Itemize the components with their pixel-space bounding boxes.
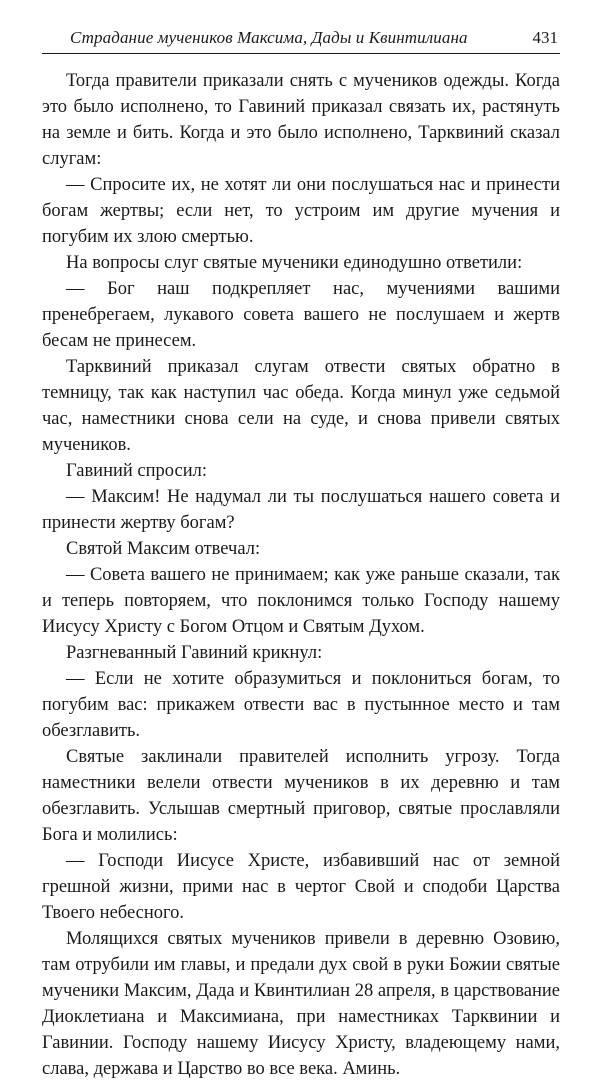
paragraph: — Максим! Не надумал ли ты послушаться нашего совета и принести жертву богам?: [42, 487, 560, 533]
paragraph: — Господи Иисусе Христе, избавивший нас от земной грешной жизни, прими нас в чертог Свой и сподоби Царства Твоего небесного.: [42, 851, 560, 923]
paragraph: На вопросы слуг святые мученики единодушно ответили:: [66, 253, 523, 273]
paragraph: — Если не хотите образумиться и поклониться богам, то погубим вас: прикажем отвести вас в пустынное место и там обезглавить.: [42, 669, 560, 741]
paragraph: Молящихся святых мучеников привели в деревню Озовию, там отрубили им главы, и предали дух свой в руки Божии святые мученики Максим, Дада и Квинтилиан 28 апреля, в царствование Диоклетиана и Максимиана, при наместниках Тарквинии и Гавинии. Господу нашему Иисусу Христу, владеющему нами, слава, держава и Царство во все века. Аминь.: [42, 929, 560, 1079]
paragraph: Тарквиний приказал слугам отвести святых обратно в темницу, так как наступил час обеда. Когда минул уже седьмой час, наместники снова сели на суде, и снова привели святых мучеников.: [42, 357, 560, 455]
paragraph: Разгневанный Гавиний крикнул:: [66, 643, 323, 663]
paragraph: Святой Максим отвечал:: [66, 539, 261, 559]
paragraph: Святые заклинали правителей исполнить угрозу. Тогда наместники велели отвести мучеников в их деревню и там обезглавить. Услышав смертный приговор, святые прославляли Бога и молились:: [42, 747, 560, 845]
paragraph: — Спросите их, не хотят ли они послушаться нас и принести богам жертвы; если нет, то устроим им другие мучения и погубим их злою смертью.: [42, 175, 560, 247]
body-text: [42, 68, 560, 1082]
page-number: 431: [532, 28, 558, 47]
paragraph: — Совета вашего не принимаем; как уже раньше сказали, так и теперь повторяем, что поклонимся только Господу нашему Иисусу Христу с Богом Отцом и Святым Духом.: [42, 565, 560, 637]
running-title: Страдание мучеников Максима, Дады и Квинтилиана: [70, 28, 468, 47]
running-header: [42, 28, 560, 54]
paragraph: — Бог наш подкрепляет нас, мучениями вашими пренебрегаем, лукавого совета вашего не послушаем и жертв бесам не принесем.: [42, 279, 560, 351]
paragraph: Тогда правители приказали снять с мучеников одежды. Когда это было исполнено, то Гавиний приказал связать их, растянуть на земле и бить. Когда и это было исполнено, Тарквиний сказал слугам:: [42, 71, 560, 169]
paragraph: Гавиний спросил:: [66, 461, 207, 481]
